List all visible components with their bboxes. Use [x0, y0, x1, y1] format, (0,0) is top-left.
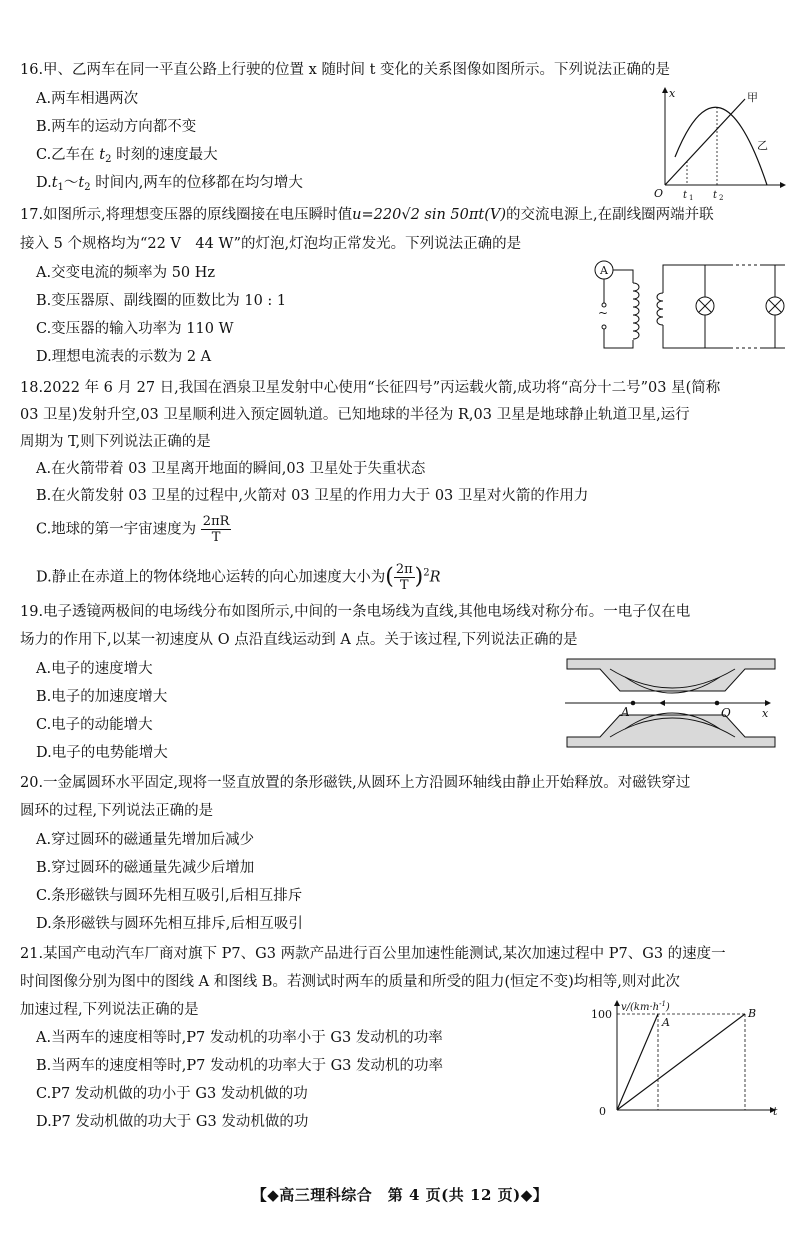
q16-xt-figure — [645, 85, 795, 202]
q20-option-b: B.穿过圆环的磁通量先减少后增加 — [36, 860, 255, 876]
q21-option-b: B.当两车的速度相等时,P7 发动机的功率大于 G3 发动机的功率 — [36, 1058, 443, 1074]
q18-stem-line2: 03 卫星)发射升空,03 卫星顺利进入预定圆轨道。已知地球的半径为 R,03 卫星是地球静止轨道卫星,运行 — [20, 407, 690, 423]
q16-t2-label: t — [713, 190, 718, 201]
q18-option-c — [36, 514, 231, 545]
q16-option-c-head: C.乙车在 — [36, 147, 95, 163]
q17-option-d: D.理想电流表的示数为 2 A — [36, 349, 212, 365]
q16-jia-label: 甲 — [747, 91, 758, 104]
q17-top-wire — [613, 270, 633, 283]
q16-option-a: A.两车相遇两次 — [36, 91, 139, 107]
q17-stem-tail: 的交流电源上,在副线圈两端并联 — [506, 207, 714, 223]
q19-label-O: O — [721, 706, 731, 720]
q21-line-A — [617, 1014, 658, 1110]
q18-d-exp: 2 — [423, 567, 430, 579]
q18-option-a: A.在火箭带着 03 卫星离开地面的瞬间,03 卫星处于失重状态 — [36, 461, 426, 477]
q17-transformer-figure — [585, 255, 795, 355]
q18-d-R: R — [429, 569, 441, 586]
q18-option-c-text: C.地球的第一宇宙速度为 — [36, 521, 197, 538]
q16-option-c-tail: 时刻的速度最大 — [116, 147, 218, 163]
q18-d-fraction — [394, 562, 415, 593]
q18-d-frac-num: 2π — [395, 562, 413, 577]
q16-c-t-sub: 2 — [105, 154, 112, 165]
q21-stem-line1: 21.某国产电动汽车厂商对旗下 P7、G3 两款产品进行百公里加速性能测试,某次加速过程中 P7、G3 的速度一 — [20, 946, 726, 962]
q17-formula: u=220√2 sin 50πt(V) — [352, 207, 507, 223]
q16-yi-label: 乙 — [757, 139, 768, 152]
q21-label-A: A — [662, 1016, 670, 1029]
q16-x-label: x — [669, 87, 676, 100]
q19-option-d: D.电子的电势能增大 — [36, 745, 168, 761]
q17-stem-line1 — [20, 205, 714, 225]
q21-option-d: D.P7 发动机做的功大于 G3 发动机做的功 — [36, 1114, 309, 1130]
q17-ammeter-label: A — [600, 264, 608, 277]
q18-stem-line3: 周期为 T,则下列说法正确的是 — [20, 434, 211, 450]
q19-stem-line2: 场力的作用下,以某一初速度从 O 点沿直线运动到 A 点。关于该过程,下列说法正确的是 — [20, 632, 578, 648]
q21-ylabel-sup: -1 — [659, 1000, 666, 1008]
q17-source-symbol: ~ — [598, 306, 609, 320]
q20-stem-line2: 圆环的过程,下列说法正确的是 — [20, 803, 214, 819]
q17-option-c: C.变压器的输入功率为 110 W — [36, 321, 234, 337]
q17-secondary-coil — [657, 293, 663, 325]
q17-secondary-bottom — [663, 325, 785, 348]
q19-lower-electrode — [567, 715, 775, 747]
q16-c-t: t — [99, 147, 106, 163]
q21-vt-figure — [585, 1000, 785, 1118]
q18-d-frac-den: T — [399, 578, 409, 593]
q16-t1-sub: 1 — [689, 194, 694, 202]
q21-line-B — [617, 1014, 745, 1110]
q21-ylabel — [621, 1000, 670, 1013]
page-footer: 【◆高三理科综合 第 4 页(共 12 页)◆】 — [251, 1186, 549, 1204]
q17-stem-line2: 接入 5 个规格均为“22 V 44 W”的灯泡,灯泡均正常发光。下列说法正确的是 — [20, 236, 522, 252]
q18-c-frac-den: T — [211, 530, 221, 545]
q20-option-a: A.穿过圆环的磁通量先增加后减少 — [36, 832, 255, 848]
q21-t-label: t — [773, 1105, 778, 1118]
q21-y100-label: 100 — [591, 1008, 612, 1021]
q17-primary-coil — [633, 283, 639, 339]
q16-option-d-tail: 时间内,两车的位移都在均匀增大 — [95, 175, 303, 191]
q18-c-frac-num: 2πR — [202, 514, 230, 529]
q19-upper-electrode — [567, 659, 775, 691]
q19-axis-label: x — [762, 707, 769, 720]
q18-c-fraction — [201, 514, 232, 545]
q16-t2-sub: 2 — [719, 194, 724, 202]
q16-d-t2-sub: 2 — [84, 182, 91, 193]
q21-stem-line3: 加速过程,下列说法正确的是 — [20, 1002, 199, 1018]
q19-electron-lens-figure — [565, 655, 780, 755]
q21-label-B: B — [748, 1007, 757, 1020]
q19-stem-line1: 19.电子透镜两极间的电场线分布如图所示,中间的一条电场线为直线,其他电场线对称分布。一电子仅在电 — [20, 604, 691, 620]
q17-bottom-wire — [604, 329, 633, 348]
q19-axis-arrow — [765, 700, 771, 706]
q17-option-a: A.交变电流的频率为 50 Hz — [36, 265, 216, 281]
q19-field-arrow — [659, 700, 665, 706]
q20-stem-line1: 20.一金属圆环水平固定,现将一竖直放置的条形磁铁,从圆环上方沿圆环轴线由静止开始释放。对磁铁穿过 — [20, 775, 691, 791]
q16-x-arrow — [662, 87, 668, 93]
q21-option-a: A.当两车的速度相等时,P7 发动机的功率小于 G3 发动机的功率 — [36, 1030, 443, 1046]
q18-stem-line1: 18.2022 年 6 月 27 日,我国在酒泉卫星发射中心使用“长征四号”丙运载火箭,成功将“高分十二号”03 星(简称 — [20, 380, 721, 396]
q19-option-b: B.电子的加速度增大 — [36, 689, 168, 705]
q16-yi-curve — [675, 107, 767, 185]
q16-d-t2: t — [78, 175, 85, 191]
q16-option-c — [36, 145, 218, 170]
q19-option-c: C.电子的动能增大 — [36, 717, 153, 733]
q18-option-d-text: D.静止在赤道上的物体绕地心运转的向心加速度大小为 — [36, 569, 386, 586]
q16-d-sep: ～ — [63, 175, 79, 191]
q16-origin: O — [654, 187, 664, 200]
q16-stem: 16.甲、乙两车在同一平直公路上行驶的位置 x 随时间 t 变化的关系图像如图所示。下列说法正确的是 — [20, 62, 670, 78]
q16-d-t1-sub: 1 — [57, 182, 64, 193]
q19-point-A — [631, 701, 636, 706]
q21-ylabel-main: v/(km·h — [621, 1002, 660, 1013]
q21-stem-line2: 时间图像分别为图中的图线 A 和图线 B。若测试时两车的质量和所受的阻力(恒定不变)均相等,则对此次 — [20, 974, 680, 990]
q16-d-t1: t — [51, 175, 58, 191]
q19-option-a: A.电子的速度增大 — [36, 661, 153, 677]
q16-jia-line — [665, 99, 745, 185]
q17-option-b: B.变压器原、副线圈的匝数比为 10 : 1 — [36, 293, 287, 309]
q17-secondary-top — [663, 265, 785, 293]
q21-v-arrow — [614, 1000, 620, 1006]
q18-option-d: D.静止在赤道上的物体绕地心运转的向心加速度大小为( $\frac{2\pi}{T}$ )$^2$R — [36, 562, 441, 593]
q16-option-d-head: D. — [36, 175, 52, 191]
q21-option-c: C.P7 发动机做的功小于 G3 发动机做的功 — [36, 1086, 308, 1102]
q21-origin: 0 — [599, 1105, 606, 1118]
q16-option-d — [36, 173, 303, 198]
q16-option-b: B.两车的运动方向都不变 — [36, 119, 197, 135]
q16-t1-label: t — [683, 190, 688, 201]
q20-option-d: D.条形磁铁与圆环先相互排斥,后相互吸引 — [36, 916, 303, 932]
q18-option-b: B.在火箭发射 03 卫星的过程中,火箭对 03 卫星的作用力大于 03 卫星对火箭的作用力 — [36, 488, 589, 504]
q17-stem-head: 17.如图所示,将理想变压器的原线圈接在电压瞬时值 — [20, 207, 353, 223]
q20-option-c: C.条形磁铁与圆环先相互吸引,后相互排斥 — [36, 888, 303, 904]
q21-ylabel-end: ) — [665, 1002, 670, 1013]
q19-label-A: A — [621, 705, 630, 719]
q17-terminal-bottom — [602, 325, 606, 329]
q16-t-arrow — [780, 182, 786, 188]
q19-point-O — [715, 701, 720, 706]
